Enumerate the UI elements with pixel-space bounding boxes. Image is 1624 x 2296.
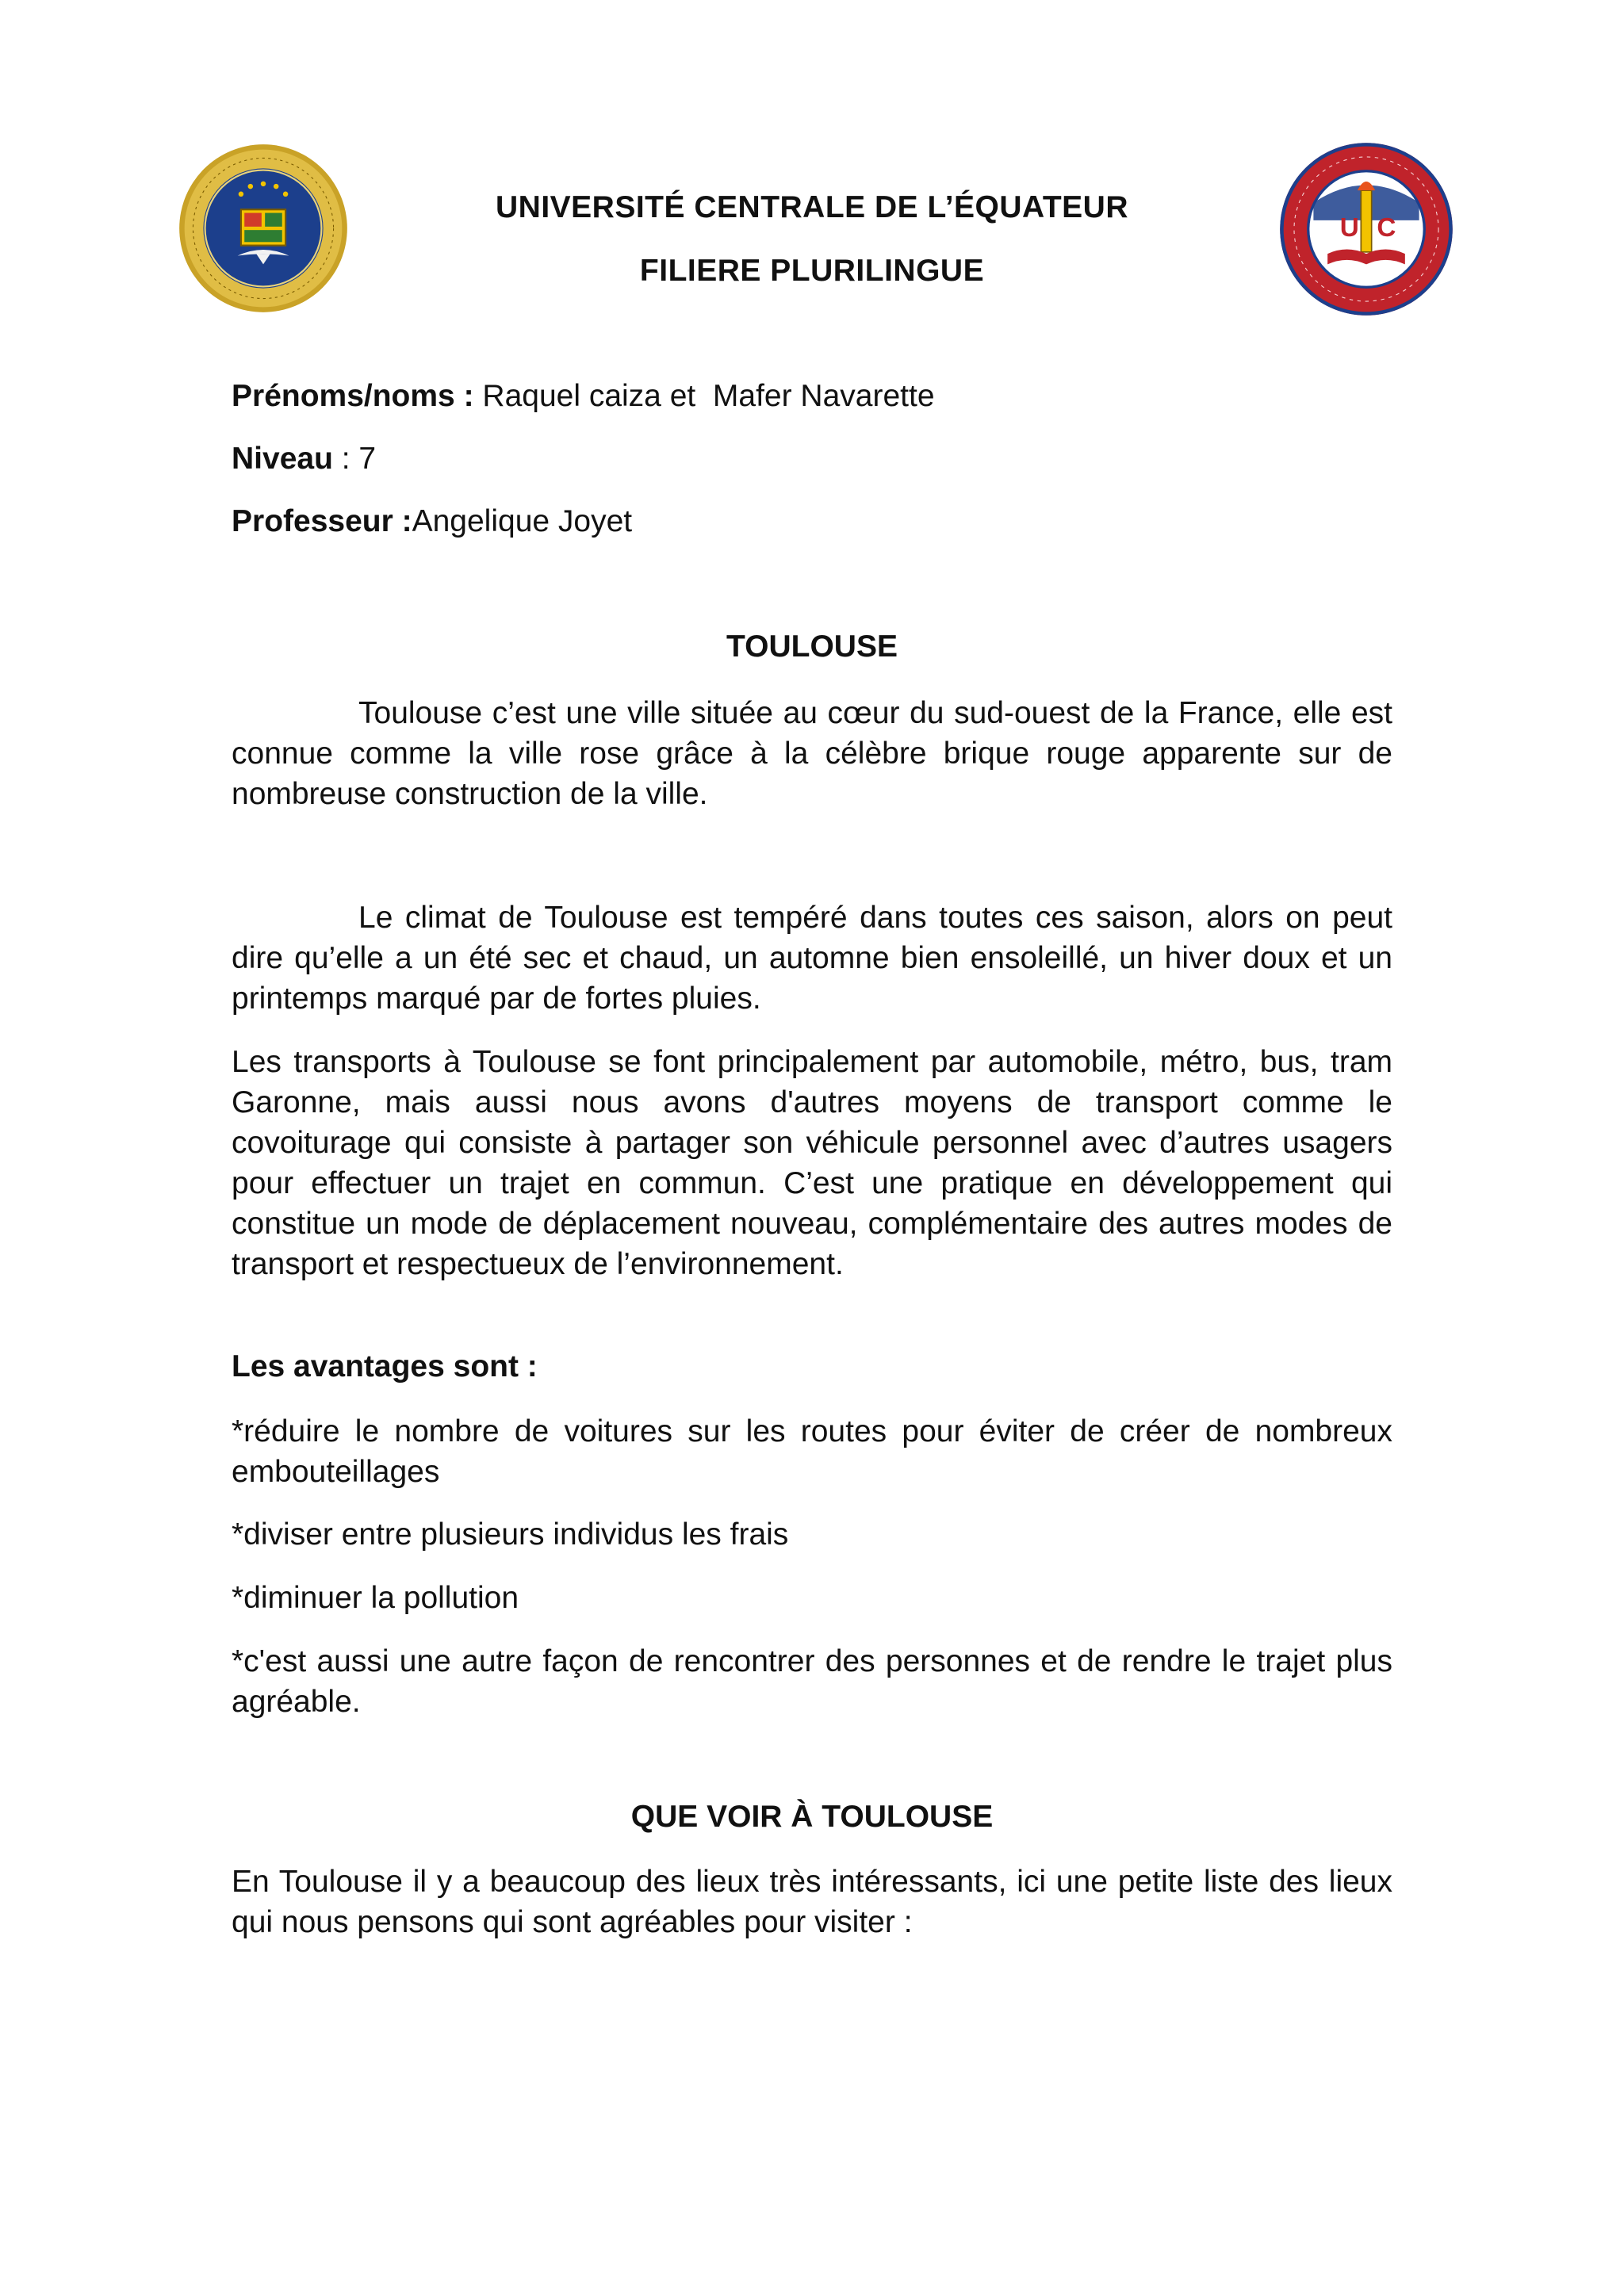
level-label: Niveau <box>232 442 333 476</box>
names-label: Prénoms/noms : <box>232 379 483 413</box>
advantage-item: *diviser entre plusieurs individus les frais <box>232 1517 789 1552</box>
paragraph-intro: Toulouse c’est une ville située au cœur du sud-ouest de la France, elle est connue comme la ville rose grâce à la célèbre brique rouge apparente sur de nombreuse construction de la ville. <box>232 696 1392 811</box>
advantages-heading: Les avantages sont : <box>232 1349 538 1383</box>
advantage-item: *réduire le nombre de voitures sur les routes pour éviter de créer de nombreux embouteillages <box>232 1414 1392 1489</box>
names-row <box>232 379 935 414</box>
advantage-item: *diminuer la pollution <box>232 1581 519 1615</box>
paragraph-places-intro: En Toulouse il y a beaucoup des lieux très intéressants, ici une petite liste des lieux qui nous pensons qui sont agréables pour visiter : <box>232 1865 1392 1939</box>
teacher-value: Angelique Joyet <box>412 504 633 538</box>
names-value: Raquel caiza et Mafer Navarette <box>482 379 935 413</box>
section-title-toulouse: TOULOUSE <box>726 629 898 664</box>
university-name: UNIVERSITÉ CENTRALE DE L’ÉQUATEUR <box>495 190 1128 224</box>
level-value: : 7 <box>332 442 377 476</box>
teacher-row <box>232 504 632 539</box>
level-row <box>232 442 376 476</box>
section-title-que-voir: QUE VOIR À TOULOUSE <box>630 1800 994 1834</box>
paragraph-transport: Les transports à Toulouse se font principalement par automobile, métro, bus, tram Garonne, mais aussi nous avons d'autres moyens de transport comme le covoiturage qui consiste à partager son véhicule personnel avec d’autres usagers pour effectuer un trajet en commun. C’est une pratique en développement qui constitue un mode de déplacement nouveau, complémentaire des autres modes de transport et respectueux de l’environnement. <box>232 1045 1392 1281</box>
faculty-seal-icon <box>1278 141 1454 317</box>
advantage-item: *c'est aussi une autre façon de rencontrer des personnes et de rendre le trajet plus agréable. <box>232 1644 1392 1719</box>
teacher-label: Professeur : <box>232 504 412 538</box>
program-name: FILIERE PLURILINGUE <box>639 254 985 288</box>
faculty-letter-c: C <box>1377 212 1396 243</box>
paragraph-climate: Le climat de Toulouse est tempéré dans toutes ces saison, alors on peut dire qu’elle a un été sec et chaud, un automne bien ensoleillé, un hiver doux et un printemps marqué par de fortes pluies. <box>232 901 1392 1016</box>
faculty-letter-u: U <box>1339 212 1359 243</box>
